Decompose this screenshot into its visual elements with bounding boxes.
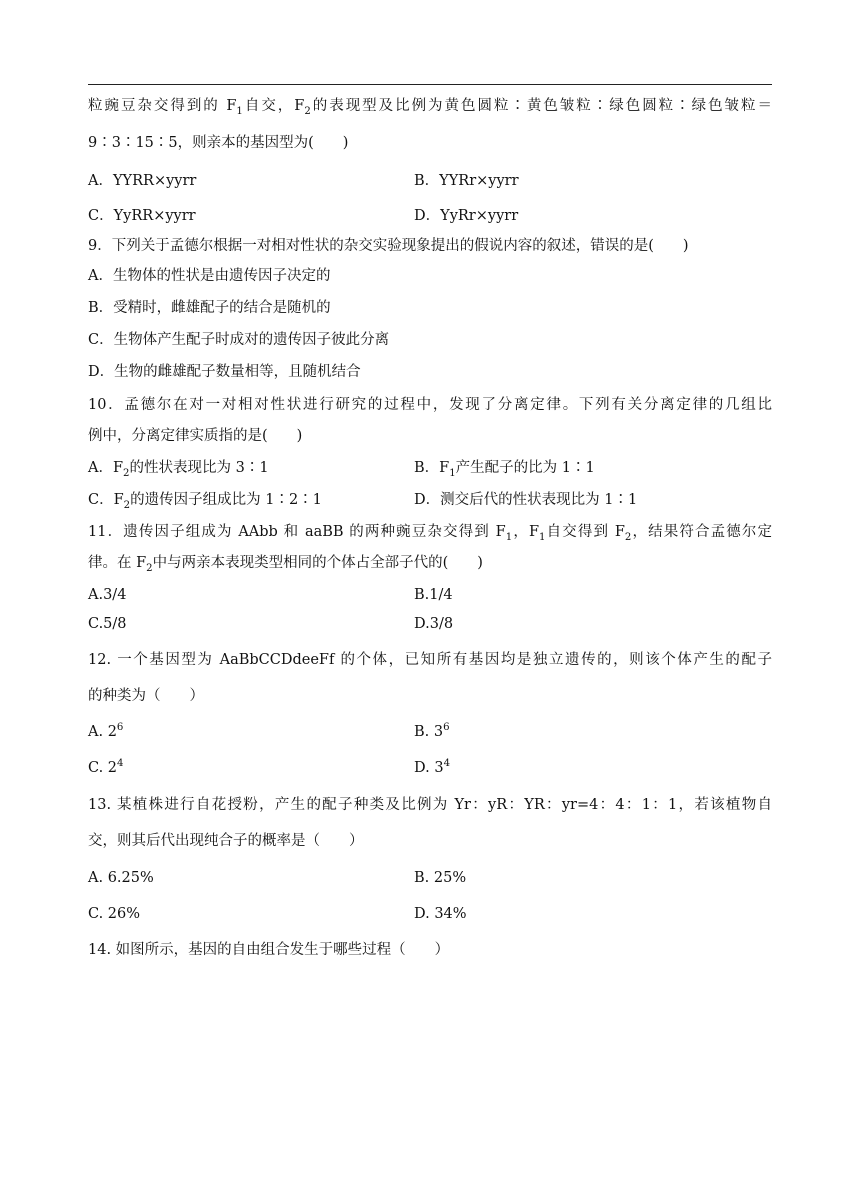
q11-stem-line1: 11．遗传因子组成为 AAbb 和 aaBB 的两种豌豆杂交得到 $F_1$，$F_1$自交得到 $F_2$，结果符合孟德尔定 [88,524,773,543]
q12-stem-line2: 的种类为（ ） [88,688,204,704]
q13-option-a: A. 6.25% [88,870,154,886]
q11-option-c: C.5/8 [88,616,127,632]
q12-option-c: C. $2^4$ [88,758,124,776]
q11-stem-line2: 律。在 $F_2$中与两亲本表现类型相同的个体占全部子代的( ) [88,555,483,574]
q8-stem-line1: 粒豌豆杂交得到的 $F_1$自交，$F_2$的表现型及比例为黄色圆粒∶黄色皱粒∶绿色圆粒∶绿色皱粒＝ [88,98,772,117]
q12-stem-line1: 12. 一个基因型为 AaBbCCDdeeFf 的个体，已知所有基因均是独立遗传的，则该个体产生的配子 [88,652,772,668]
q13-stem-line2: 交，则其后代出现纯合子的概率是（ ） [88,833,364,849]
q13-option-b: B. 25% [414,870,467,886]
q14-stem: 14. 如图所示，基因的自由组合发生于哪些过程（ ） [88,942,450,958]
q10-stem-line1: 10．孟德尔在对一对相对性状进行研究的过程中，发现了分离定律。下列有关分离定律的几组比 [88,397,772,413]
q8-option-c: C．YyRR×yyrr [88,208,196,224]
q11-option-a: A.3/4 [88,587,127,603]
q11-option-d: D.3/8 [414,616,454,632]
q13-option-d: D. 34% [414,906,467,922]
q10-option-a: A．$F_2$的性状表现比为 3∶1 [88,460,269,479]
q8-option-a: A．YYRR×yyrr [88,173,197,189]
q9-stem: 9．下列关于孟德尔根据一对相对性状的杂交实验现象提出的假说内容的叙述，错误的是( ) [88,238,689,254]
q10-option-b: B．$F_1$产生配子的比为 1∶1 [414,460,595,479]
q13-option-c: C. 26% [88,906,141,922]
q8-option-d: D．YyRr×yyrr [414,208,519,224]
q12-option-a: A. $2^6$ [88,722,124,740]
q10-option-d: D．测交后代的性状表现比为 1∶1 [414,492,638,508]
q9-option-c: C．生物体产生配子时成对的遗传因子彼此分离 [88,332,390,348]
q8-stem-line2: 9∶3∶15∶5，则亲本的基因型为( ) [88,135,349,151]
q12-option-b: B. $3^6$ [414,722,450,740]
q12-option-d: D. $3^4$ [414,758,451,776]
q10-stem-line2: 例中，分离定律实质指的是( ) [88,428,303,444]
q9-option-d: D．生物的雌雄配子数量相等，且随机结合 [88,364,361,380]
header-rule [88,84,772,85]
q9-option-b: B．受精时，雌雄配子的结合是随机的 [88,300,331,316]
q10-option-c: C．$F_2$的遗传因子组成比为 1∶2∶1 [88,492,322,511]
q13-stem-line1: 13. 某植株进行自花授粉，产生的配子种类及比例为 Yr：yR：YR：yr=4：4：1：1，若该植物自 [88,797,772,813]
q9-option-a: A．生物体的性状是由遗传因子决定的 [88,268,331,284]
q8-option-b: B．YYRr×yyrr [414,173,519,189]
q11-option-b: B.1/4 [414,587,453,603]
